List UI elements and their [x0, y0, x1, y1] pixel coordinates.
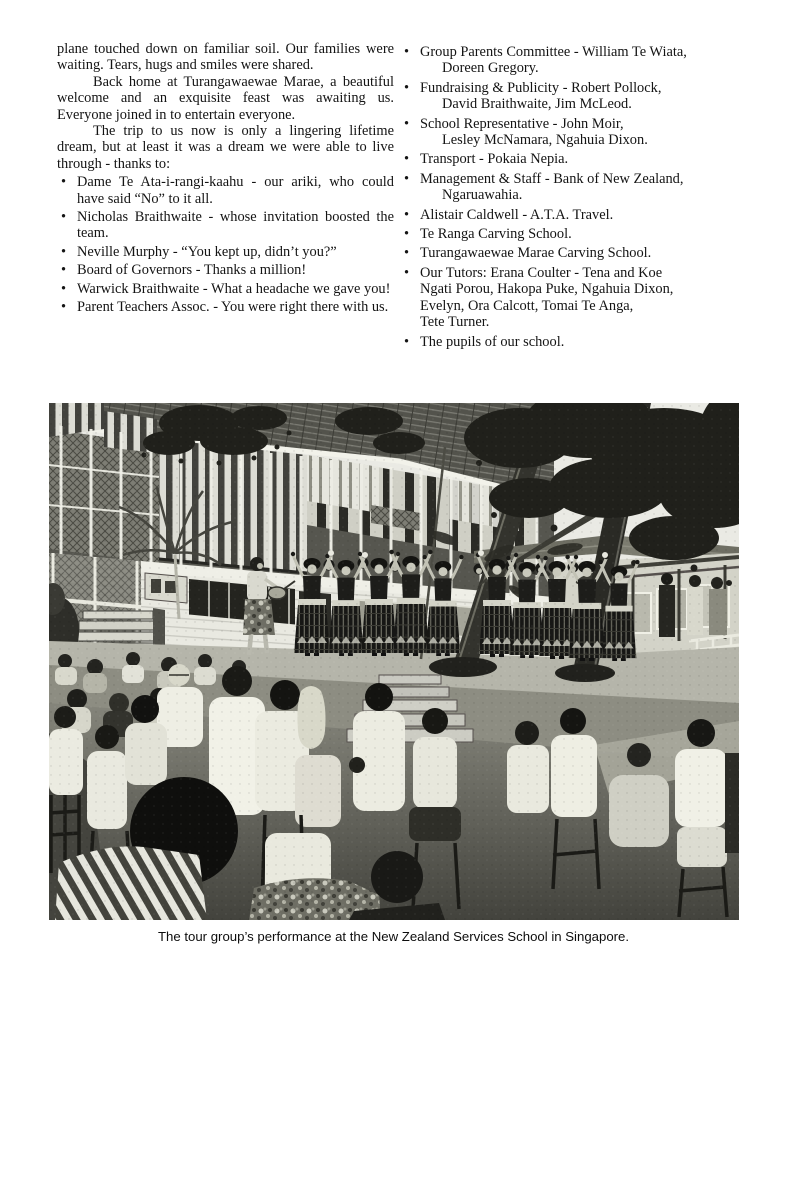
photo-caption: The tour group’s performance at the New Zealand Services School in Singapore. [157, 929, 630, 944]
bullet-item [400, 171, 740, 204]
bullet-item [400, 265, 740, 331]
bullet-item [400, 207, 740, 223]
bullet-item: • Parent Teachers Assoc. - You were right there with us. [57, 299, 394, 315]
bullet-line: • Turangawaewae Marae Carving School. [420, 245, 652, 262]
bullet-item [400, 334, 740, 350]
bullet-line: • Our Tutors: Erana Coulter - Tena and Koe [420, 264, 663, 281]
bullet-continuation-line: David Braithwaite, Jim McLeod. [442, 96, 632, 113]
paragraph: Back home at Turangawaewae Marae, a beautiful welcome and an exquisite feast was awaiting us. Everyone joined in to entertain everyone. [57, 73, 394, 123]
bullet-continuation-line: Lesley McNamara, Ngahuia Dixon. [442, 132, 648, 149]
paragraph: plane touched down on familiar soil. Our families were waiting. Tears, hugs and smiles were shared. [57, 41, 394, 74]
right-column [400, 41, 740, 353]
photo-illustration [49, 403, 739, 920]
grain-overlay [49, 403, 739, 920]
bullet-item: • Board of Governors - Thanks a million! [57, 262, 394, 278]
photo [49, 403, 739, 920]
bullet-line: • School Representative - John Moir, [420, 115, 624, 132]
right-bullet-list [400, 44, 740, 350]
left-paragraphs [57, 41, 394, 172]
bullet-continuation-line: Tete Turner. [420, 314, 490, 331]
bullet-item: • Nicholas Braithwaite - whose invitation boosted the team. [57, 209, 394, 242]
bullet-continuation-line: Evelyn, Ora Calcott, Tomai Te Anga, [420, 297, 634, 314]
left-column [57, 41, 394, 353]
text-columns [57, 41, 740, 353]
bullet-line: • Transport - Pokaia Nepia. [420, 151, 569, 168]
bullet-line: • The pupils of our school. [420, 333, 565, 350]
bullet-continuation-line: Ngati Porou, Hakopa Puke, Ngahuia Dixon, [420, 281, 674, 298]
bullet-item [400, 44, 740, 77]
bullet-item [400, 226, 740, 242]
bullet-line: • Group Parents Committee - William Te Wiata, [420, 44, 687, 60]
bullet-item [400, 151, 740, 167]
bullet-item: • Warwick Braithwaite - What a headache we gave you! [57, 281, 394, 297]
bullet-item: • Dame Te Ata-i-rangi-kaahu - our ariki, who could have said “No” to it all. [57, 174, 394, 207]
bullet-item [400, 80, 740, 113]
bullet-continuation-line: Ngaruawahia. [442, 187, 523, 204]
bullet-item: • Neville Murphy - “You kept up, didn’t you?” [57, 244, 394, 260]
bullet-line: • Management & Staff - Bank of New Zealand, [420, 170, 684, 187]
paragraph: The trip to us now is only a lingering lifetime dream, but at least it was a dream we were able to live through - thanks to: [57, 123, 394, 172]
bullet-line: • Fundraising & Publicity - Robert Pollock, [420, 79, 662, 96]
bullet-continuation-line: Doreen Gregory. [442, 60, 539, 77]
bullet-item [400, 116, 740, 149]
bullet-line: • Alistair Caldwell - A.T.A. Travel. [420, 206, 614, 223]
left-bullet-list [57, 174, 394, 315]
bullet-item [400, 245, 740, 261]
bullet-line: • Te Ranga Carving School. [420, 226, 572, 243]
